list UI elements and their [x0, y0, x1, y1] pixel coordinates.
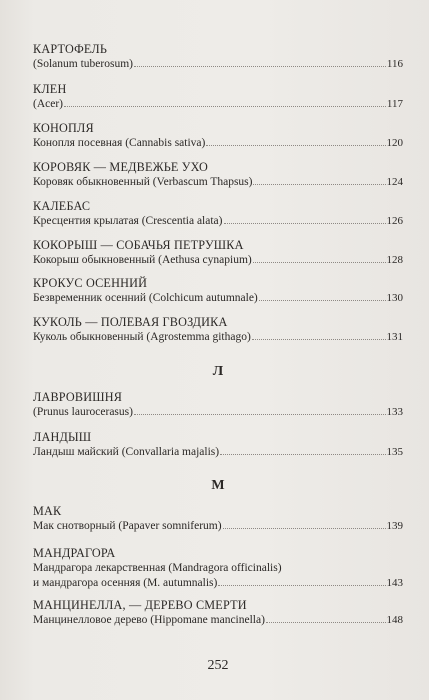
- entry-text: и мандрагора осенняя (M. autumnalis): [33, 577, 218, 589]
- index-entry: [33, 546, 403, 591]
- entry-line: [33, 291, 403, 306]
- entry-text: (Solanum tuberosum): [33, 58, 133, 70]
- entry-line: [33, 214, 403, 229]
- entry-line: [33, 57, 403, 72]
- entry-text: Кокорыш обыкновенный (Aethusa cynapium): [33, 254, 252, 266]
- entry-text: (Acer): [33, 98, 64, 110]
- entry-text: (Prunus laurocerasus): [33, 406, 133, 418]
- entry-title: МАНДРАГОРА: [33, 546, 116, 560]
- dot-leader: [218, 576, 385, 586]
- dot-leader: [224, 214, 386, 224]
- entry-page: 126: [386, 215, 403, 227]
- entry-page: 143: [386, 577, 403, 589]
- entry-page: 135: [386, 446, 403, 458]
- index-entry: [33, 504, 403, 534]
- entry-title: КОРОВЯК — МЕДВЕЖЬЕ УХО: [33, 160, 209, 174]
- section-letter-m: М: [211, 478, 225, 493]
- entry-line: [33, 405, 403, 420]
- entry-title: КОНОПЛЯ: [33, 121, 94, 135]
- entry-line: [33, 330, 403, 345]
- entry-line: [33, 561, 403, 576]
- entry-line: [33, 445, 403, 460]
- index-entry: [33, 315, 403, 345]
- entry-line: [33, 519, 403, 534]
- entry-page: 116: [386, 58, 403, 70]
- entry-text: Мак снотворный (Papaver somniferum): [33, 520, 222, 532]
- entry-text: Конопля посевная (Cannabis sativa): [33, 137, 206, 149]
- index-entry: [33, 121, 403, 151]
- entry-title: КАРТОФЕЛЬ: [33, 42, 108, 56]
- index-entry: [33, 160, 403, 190]
- entry-title: КРОКУС ОСЕННИЙ: [33, 276, 148, 290]
- entry-text: Ландыш майский (Convallaria majalis): [33, 446, 220, 458]
- entry-title: КОКОРЫШ — СОБАЧЬЯ ПЕТРУШКА: [33, 238, 244, 252]
- dot-leader: [252, 330, 386, 340]
- dot-leader: [134, 405, 386, 415]
- entry-line: [33, 576, 403, 591]
- entry-title: КЛЕН: [33, 82, 67, 96]
- dot-leader: [134, 57, 386, 67]
- entry-title: ЛАВРОВИШНЯ: [33, 390, 123, 404]
- entry-text: Безвременник осенний (Colchicum autumnale): [33, 292, 258, 304]
- index-entry: [33, 199, 403, 229]
- entry-title: КУКОЛЬ — ПОЛЕВАЯ ГВОЗДИКА: [33, 315, 228, 329]
- dot-leader: [259, 291, 386, 301]
- entry-title: КАЛЕБАС: [33, 199, 91, 213]
- dot-leader: [64, 97, 386, 107]
- dot-leader: [266, 613, 386, 623]
- entry-page: 148: [386, 614, 403, 626]
- entry-page: 139: [386, 520, 403, 532]
- dot-leader: [223, 519, 386, 529]
- entry-text: Мандрагора лекарственная (Mandragora officinalis): [33, 562, 282, 574]
- index-entry: [33, 430, 403, 460]
- index-entry: [33, 82, 403, 112]
- entry-text: Манцинелловое дерево (Hippomane mancinella): [33, 614, 265, 626]
- entry-line: [33, 253, 403, 268]
- entry-line: [33, 97, 403, 112]
- entry-page: 120: [386, 137, 403, 149]
- section-letter-l: Л: [212, 364, 224, 379]
- entry-line: [33, 613, 403, 628]
- index-entry: [33, 276, 403, 306]
- dot-leader: [220, 445, 385, 455]
- entry-page: 117: [386, 98, 403, 110]
- dot-leader: [253, 253, 386, 263]
- dot-leader: [206, 136, 385, 146]
- entry-page: 131: [386, 331, 403, 343]
- entry-text: Коровяк обыкновенный (Verbascum Thapsus): [33, 176, 253, 188]
- entry-title: МАК: [33, 504, 62, 518]
- entry-page: 128: [386, 254, 403, 266]
- entry-page: 124: [386, 176, 403, 188]
- index-entry: [33, 390, 403, 420]
- entry-page: 130: [386, 292, 403, 304]
- index-column: [33, 0, 403, 700]
- entry-text: Кресцентия крылатая (Crescentia alata): [33, 215, 223, 227]
- index-entry: [33, 598, 403, 628]
- entry-title: МАНЦИНЕЛЛА, — ДЕРЕВО СМЕРТИ: [33, 598, 247, 612]
- index-entry: [33, 42, 403, 72]
- index-entry: [33, 238, 403, 268]
- entry-line: [33, 175, 403, 190]
- entry-text: Куколь обыкновенный (Agrostemma githago): [33, 331, 251, 343]
- page-number: 252: [207, 658, 229, 673]
- entry-title: ЛАНДЫШ: [33, 430, 92, 444]
- dot-leader: [253, 175, 385, 185]
- entry-line: [33, 136, 403, 151]
- entry-page: 133: [386, 406, 403, 418]
